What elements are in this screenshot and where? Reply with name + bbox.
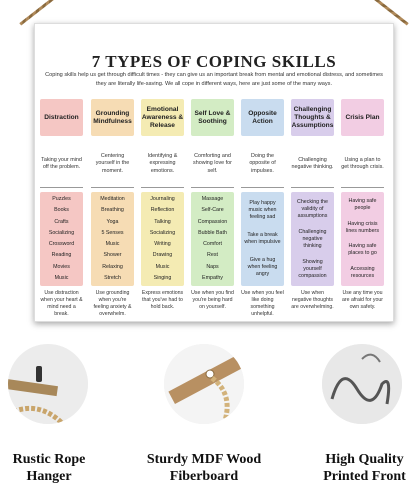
column-examples — [341, 192, 384, 286]
coping-column — [191, 99, 234, 324]
column-usage-note: Use distraction when your heart & mind need a break. — [40, 290, 83, 317]
column-examples — [241, 192, 284, 286]
example-item: Take a break when impulsive — [244, 231, 281, 245]
feature-caption-rope: Rustic Rope Hanger — [12, 452, 86, 484]
example-item: Rest — [207, 252, 218, 259]
printed-front-photo — [322, 344, 402, 424]
column-header: Self Love & Soothing — [191, 99, 234, 136]
example-item: Reading — [51, 252, 72, 259]
feature-caption-print: High Quality Printed Front — [323, 452, 406, 484]
example-item: Bubble Bath — [198, 229, 227, 236]
sign-intro: Coping skills help us get through difficult times - they can give us an important break from mental and emotional distress, and sometimes they are literally life-saving. We all cope in different ways, here are just some of the many ways. — [45, 72, 383, 87]
coping-column — [40, 99, 83, 324]
column-description: Centering yourself in the moment. — [91, 141, 134, 188]
example-item: Crafts — [54, 218, 69, 225]
example-item: Stretch — [104, 274, 121, 281]
column-examples — [141, 192, 184, 286]
example-item: Empathy — [202, 274, 223, 281]
example-item: Comfort — [203, 241, 222, 248]
column-examples — [291, 192, 334, 286]
example-item: Accessing resources — [350, 265, 375, 279]
coping-column — [241, 99, 284, 324]
column-description: Comforting and showing love for self. — [191, 141, 234, 188]
column-examples — [191, 192, 234, 286]
example-item: Drawing — [152, 252, 173, 259]
column-usage-note: Use when you feel like doing something unhelpful. — [241, 290, 284, 317]
column-header: Distraction — [40, 99, 83, 136]
rope-left — [19, 0, 57, 26]
example-item: Music — [54, 274, 69, 281]
example-item: Challenging negative thinking — [298, 228, 327, 249]
column-usage-note: Use any time you are afraid for your own safety. — [342, 290, 383, 310]
column-examples — [40, 192, 83, 286]
example-item: Music — [105, 241, 120, 248]
example-item: Having crisis lines numbers — [346, 220, 379, 234]
column-description: Using a plan to get through crisis. — [341, 141, 384, 188]
example-item: Having safe people — [348, 198, 377, 212]
example-item: Crossword — [48, 241, 75, 248]
coping-skills-sign — [34, 23, 394, 322]
column-usage-note: Express emotions that you've had to hold back. — [141, 290, 184, 310]
example-item: 5 Senses — [101, 229, 124, 236]
sign-title: 7 TYPES OF COPING SKILLS — [91, 52, 337, 71]
column-usage-note: Use when negative thoughts are overwhelming. — [291, 290, 334, 310]
coping-column — [341, 99, 384, 324]
example-item: Relaxing — [102, 263, 123, 270]
coping-column — [291, 99, 334, 324]
example-item: Showing yourself compassion — [298, 258, 327, 279]
feature-caption-mdf: Sturdy MDF Wood Fiberboard — [146, 452, 262, 484]
example-item: Checking the validity of assumptions — [297, 198, 328, 219]
mdf-wood-photo — [164, 344, 244, 424]
example-item: Writing — [154, 241, 171, 248]
coping-column — [141, 99, 184, 324]
coping-column — [91, 99, 134, 324]
rope-right — [371, 0, 409, 26]
column-usage-note: Use when you find you're being hard on yourself. — [191, 290, 234, 310]
column-description: Taking your mind off the problem. — [40, 141, 83, 188]
example-item: Music — [155, 263, 170, 270]
example-item: Give a hug when feeling angry — [247, 257, 278, 278]
column-header: Opposite Action — [241, 99, 284, 136]
example-item: Reflection — [150, 207, 175, 214]
example-item: Socializing — [149, 229, 176, 236]
example-item: Massage — [201, 196, 224, 203]
example-item: Meditation — [100, 196, 125, 203]
example-item: Breathing — [101, 207, 124, 214]
example-item: Play happy music when feeling sad — [248, 199, 277, 220]
column-header: Crisis Plan — [341, 99, 384, 136]
example-item: Yoga — [106, 218, 119, 225]
example-item: Talking — [154, 218, 171, 225]
example-item: Shower — [103, 252, 122, 259]
example-item: Books — [54, 207, 69, 214]
example-item: Self-Care — [201, 207, 224, 214]
example-item: Having safe places to go — [348, 243, 377, 257]
column-header: Grounding Mindfulness — [91, 99, 134, 136]
column-usage-note: Use grounding when you're feeling anxiety & overwhelm. — [93, 290, 132, 317]
rope-hanger-photo — [8, 344, 88, 424]
example-item: Movies — [53, 263, 70, 270]
column-header: Challenging Thoughts & Assumptions — [291, 99, 334, 136]
column-description: Doing the opposite of impulses. — [241, 141, 284, 188]
example-item: Singing — [153, 274, 172, 281]
column-examples — [91, 192, 134, 286]
column-description: Challenging negative thinking. — [291, 141, 334, 188]
column-description: Identifying & expressing emotions. — [141, 141, 184, 188]
example-item: Socializing — [48, 229, 75, 236]
example-item: Puzzles — [52, 196, 71, 203]
example-item: Naps — [206, 263, 219, 270]
example-item: Compassion — [197, 218, 228, 225]
column-header: Emotional Awareness & Release — [141, 99, 184, 136]
example-item: Journaling — [150, 196, 175, 203]
